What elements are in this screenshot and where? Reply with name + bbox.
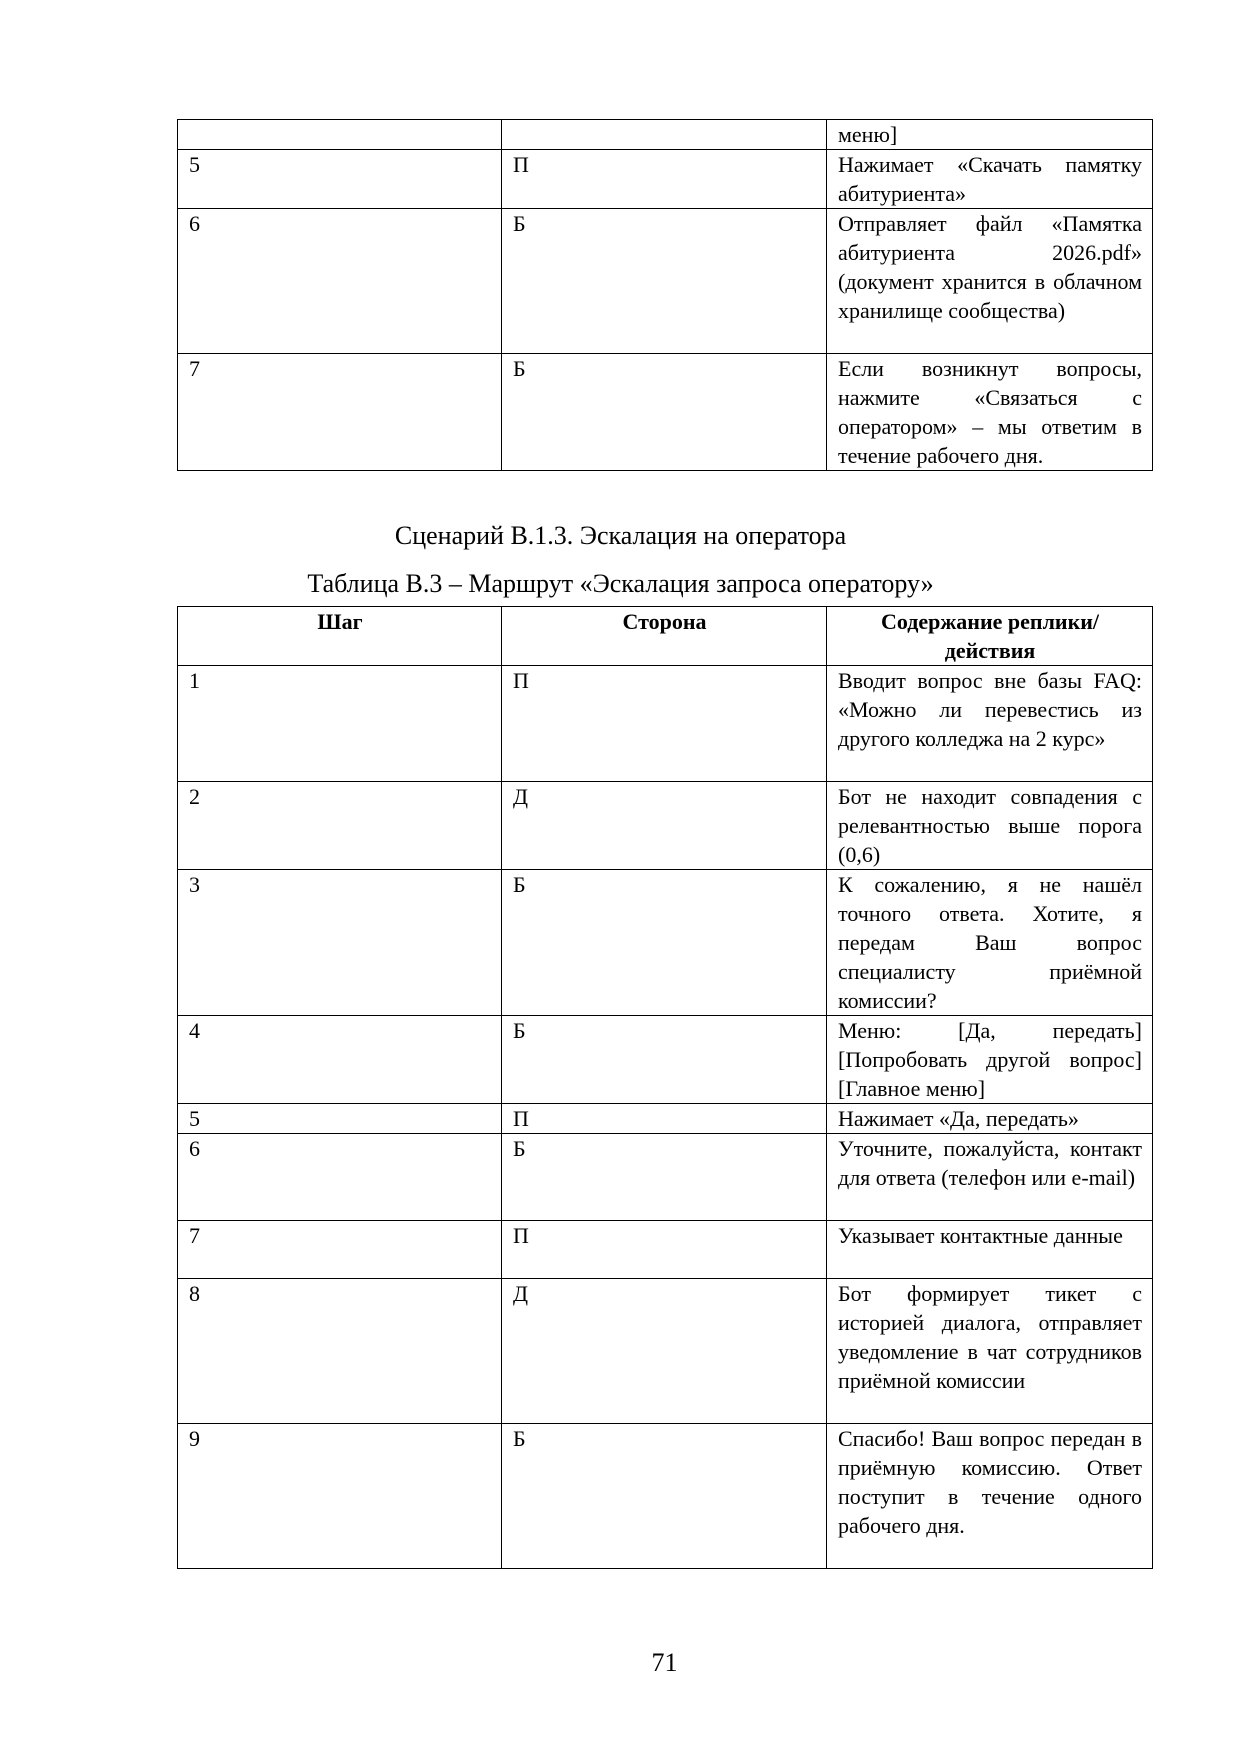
table-row: [178, 120, 1153, 150]
side-cell: Б: [502, 354, 827, 471]
step-cell: 2: [178, 782, 502, 870]
column-header-side: Сторона: [502, 607, 827, 666]
table-row: [178, 354, 1153, 471]
content-cell: К сожалению, я не нашёл точного ответа. Хотите, я передам Ваш вопрос специалисту приёмной комиссии?: [827, 870, 1153, 1016]
column-header-step: Шаг: [178, 607, 502, 666]
column-header-content: Содержание реплики/действия: [827, 607, 1153, 666]
scenario-title: Сценарий В.1.3. Эскалация на оператора: [394, 521, 847, 550]
side-cell: П: [502, 666, 827, 782]
content-cell: Уточните, пожалуйста, контакт для ответа (телефон или e-mail): [827, 1134, 1153, 1221]
content-cell: Нажимает «Да, передать»: [827, 1104, 1153, 1134]
side-cell: П: [502, 1104, 827, 1134]
side-cell: Б: [502, 209, 827, 354]
escalation-route-table: [177, 606, 1153, 1569]
content-cell: Бот не находит совпадения с релевантностью выше порога (0,6): [827, 782, 1153, 870]
content-cell: Вводит вопрос вне базы FAQ: «Можно ли перевестись из другого колледжа на 2 курс»: [827, 666, 1153, 782]
step-cell: 7: [178, 354, 502, 471]
step-cell: 5: [178, 150, 502, 209]
side-cell: П: [502, 150, 827, 209]
step-cell: 4: [178, 1016, 502, 1104]
table-row: [178, 1016, 1153, 1104]
continued-table: [177, 119, 1153, 471]
table-row: [178, 1104, 1153, 1134]
table-row: [178, 150, 1153, 209]
table-row: [178, 666, 1153, 782]
step-cell: [178, 120, 502, 150]
table-row: [178, 1221, 1153, 1279]
step-cell: 6: [178, 1134, 502, 1221]
content-cell: меню]: [827, 120, 1153, 150]
side-cell: Д: [502, 1279, 827, 1424]
side-cell: Б: [502, 1134, 827, 1221]
side-cell: [502, 120, 827, 150]
side-cell: Б: [502, 870, 827, 1016]
step-cell: 6: [178, 209, 502, 354]
step-cell: 5: [178, 1104, 502, 1134]
content-cell: Отправляет файл «Памятка абитуриента 2026.pdf» (документ хранится в облачном хранилище сообщества): [827, 209, 1153, 354]
table-row: [178, 1134, 1153, 1221]
step-cell: 7: [178, 1221, 502, 1279]
step-cell: 9: [178, 1424, 502, 1569]
step-cell: 8: [178, 1279, 502, 1424]
content-cell: Спасибо! Ваш вопрос передан в приёмную комиссию. Ответ поступит в течение одного рабочего дня.: [827, 1424, 1153, 1569]
content-cell: Нажимает «Скачать памятку абитуриента»: [827, 150, 1153, 209]
side-cell: Б: [502, 1016, 827, 1104]
table-row: [178, 782, 1153, 870]
table-title: Таблица В.3 – Маршрут «Эскалация запроса оператору»: [307, 569, 934, 598]
table-row: [178, 1424, 1153, 1569]
table-header-row: [178, 607, 1153, 666]
page-number: 71: [651, 1648, 678, 1677]
table-row: [178, 870, 1153, 1016]
side-cell: Д: [502, 782, 827, 870]
content-cell: Бот формирует тикет с историей диалога, отправляет уведомление в чат сотрудников приёмной комиссии: [827, 1279, 1153, 1424]
content-cell: Меню: [Да, передать] [Попробовать другой вопрос] [Главное меню]: [827, 1016, 1153, 1104]
content-cell: Указывает контактные данные: [827, 1221, 1153, 1279]
content-cell: Если возникнут вопросы, нажмите «Связаться с оператором» – мы ответим в течение рабочего дня.: [827, 354, 1153, 471]
side-cell: П: [502, 1221, 827, 1279]
side-cell: Б: [502, 1424, 827, 1569]
step-cell: 3: [178, 870, 502, 1016]
table-row: [178, 209, 1153, 354]
step-cell: 1: [178, 666, 502, 782]
table-row: [178, 1279, 1153, 1424]
